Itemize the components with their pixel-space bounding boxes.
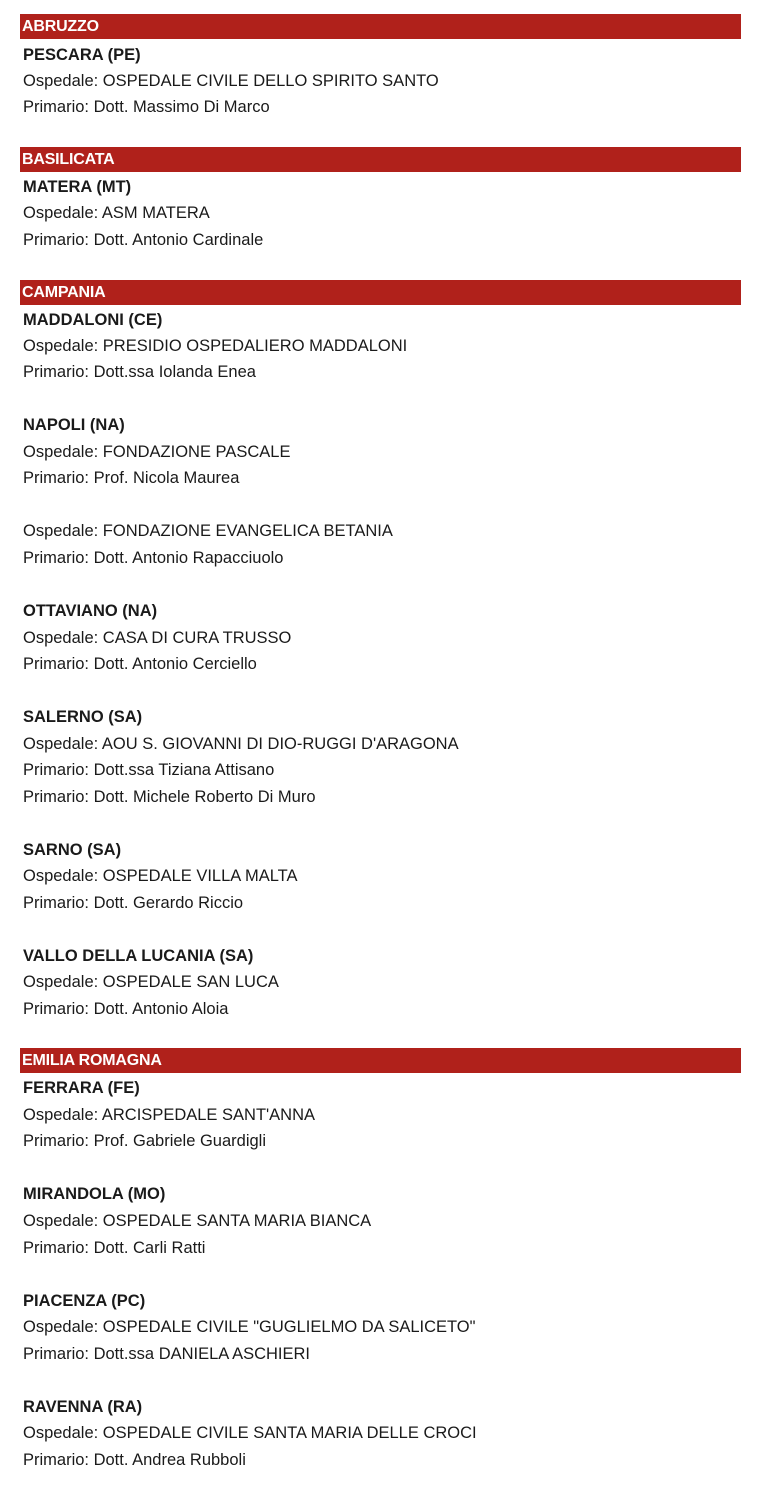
hospital-name: Ospedale: ARCISPEDALE SANT'ANNA — [23, 1106, 316, 1124]
city-name: PESCARA (PE) — [23, 46, 141, 64]
region-header-abruzzo: ABRUZZO — [20, 14, 741, 39]
city-name: SARNO (SA) — [23, 841, 122, 859]
hospital-name: Ospedale: FONDAZIONE PASCALE — [23, 443, 291, 461]
city-name: SALERNO (SA) — [23, 708, 143, 726]
hospital-name: Ospedale: OSPEDALE SAN LUCA — [23, 973, 279, 991]
city-name: OTTAVIANO (NA) — [23, 602, 158, 620]
primary-doctor: Primario: Dott.ssa Tiziana Attisano — [23, 761, 275, 779]
primary-doctor: Primario: Dott. Antonio Aloia — [23, 1000, 229, 1018]
primary-doctor: Primario: Prof. Gabriele Guardigli — [23, 1132, 267, 1150]
primary-doctor: Primario: Dott. Antonio Cerciello — [23, 655, 257, 673]
primary-doctor: Primario: Dott. Carli Ratti — [23, 1239, 206, 1257]
hospital-name: Ospedale: OSPEDALE CIVILE SANTA MARIA DELLE CROCI — [23, 1424, 477, 1442]
hospital-name: Ospedale: ASM MATERA — [23, 204, 210, 222]
hospital-name: Ospedale: FONDAZIONE EVANGELICA BETANIA — [23, 522, 393, 540]
city-name: FERRARA (FE) — [23, 1079, 140, 1097]
primary-doctor: Primario: Dott. Gerardo Riccio — [23, 894, 244, 912]
hospital-name: Ospedale: OSPEDALE VILLA MALTA — [23, 867, 298, 885]
hospital-name: Ospedale: CASA DI CURA TRUSSO — [23, 629, 292, 647]
primary-doctor: Primario: Dott. Andrea Rubboli — [23, 1451, 246, 1469]
hospital-name: Ospedale: OSPEDALE SANTA MARIA BIANCA — [23, 1212, 372, 1230]
city-name: MADDALONI (CE) — [23, 311, 163, 329]
hospital-name: Ospedale: OSPEDALE CIVILE "GUGLIELMO DA SALICETO" — [23, 1318, 476, 1336]
city-name: NAPOLI (NA) — [23, 416, 125, 434]
city-name: MATERA (MT) — [23, 178, 132, 196]
hospital-name: Ospedale: AOU S. GIOVANNI DI DIO-RUGGI D'ARAGONA — [23, 735, 459, 753]
primary-doctor: Primario: Dott. Massimo Di Marco — [23, 98, 270, 116]
city-name: VALLO DELLA LUCANIA (SA) — [23, 947, 254, 965]
hospital-name: Ospedale: PRESIDIO OSPEDALIERO MADDALONI — [23, 337, 408, 355]
hospital-name: Ospedale: OSPEDALE CIVILE DELLO SPIRITO SANTO — [23, 72, 439, 90]
city-name: PIACENZA (PC) — [23, 1292, 146, 1310]
primary-doctor: Primario: Dott. Antonio Cardinale — [23, 231, 264, 249]
city-name: RAVENNA (RA) — [23, 1398, 143, 1416]
region-header-campania: CAMPANIA — [20, 280, 741, 305]
region-header-emilia-romagna: EMILIA ROMAGNA — [20, 1048, 741, 1073]
primary-doctor: Primario: Dott.ssa DANIELA ASCHIERI — [23, 1345, 311, 1363]
primary-doctor: Primario: Dott. Antonio Rapacciuolo — [23, 549, 284, 567]
primary-doctor: Primario: Prof. Nicola Maurea — [23, 469, 240, 487]
city-name: MIRANDOLA (MO) — [23, 1185, 166, 1203]
primary-doctor: Primario: Dott. Michele Roberto Di Muro — [23, 788, 316, 806]
primary-doctor: Primario: Dott.ssa Iolanda Enea — [23, 363, 256, 381]
region-header-basilicata: BASILICATA — [20, 147, 741, 172]
